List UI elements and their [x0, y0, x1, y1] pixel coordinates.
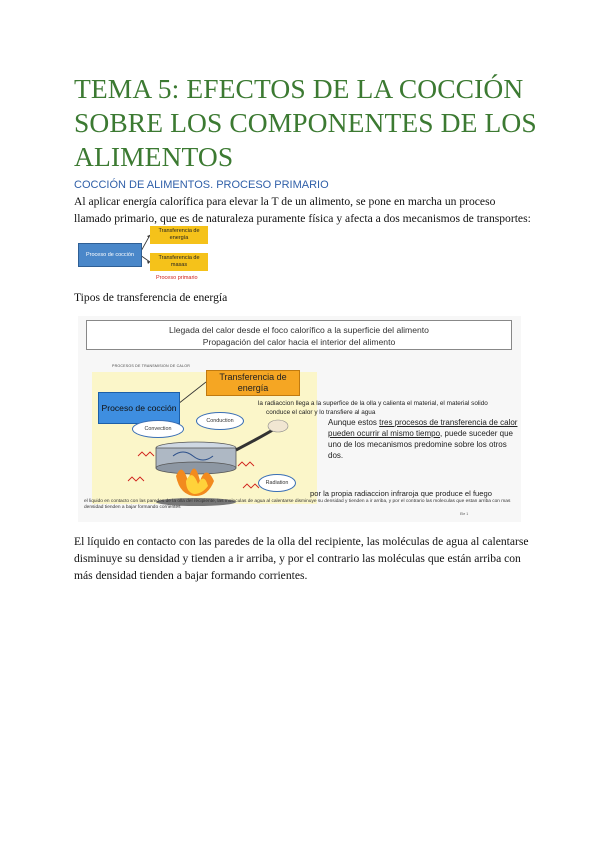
tipos-label: Tipos de transferencia de energía — [74, 291, 228, 304]
figure-top-line-2: Propagación del calor hacia el interior del alimento — [202, 337, 396, 347]
bubble-radiation: Radiation — [258, 474, 296, 492]
figure-number: Ele 1 — [460, 512, 469, 516]
figure-top-line-1: Llegada del calor desde el foco calorífico a la superficie del alimento — [169, 325, 429, 335]
right-text-suffix: , puede suceder que uno de los mecanismos predomine sobre los otros dos. — [328, 429, 513, 460]
figure-bottom-note: el liquido en contacto con las paredes de la olla del recipiente, las moleculas de agua al calentarse disminuye su densidad y tienden a ir arriba, y por el contrario las moleculas que estan arriba con mas densidad tienden a bajar formando corrientes — [84, 499, 511, 510]
page-title: TEMA 5: EFECTOS DE LA COCCIÓN SOBRE LOS COMPONENTES DE LOS ALIMENTOS — [74, 73, 537, 172]
conduction-note-2: conduce el calor y lo transfiere al agua — [266, 409, 376, 416]
mini-box-proceso: Proceso de cocción — [78, 243, 142, 267]
intro-paragraph: Al aplicar energía calorífica para elevar la T de un alimento, se pone en marcha un proceso llamado primario, que es de naturaleza puramente física y afecta a dos mecanismos de transportes: — [74, 195, 531, 225]
mini-diagram — [78, 226, 223, 286]
section-subheading: COCCIÓN DE ALIMENTOS. PROCESO PRIMARIO — [74, 179, 329, 191]
mini-red-label: Proceso primario — [156, 275, 198, 281]
convection-paragraph: El líquido en contacto con las paredes de la olla del recipiente, las moléculas de agua al calentarse disminuye su densidad y tienden a ir arriba, y por el contrario las moléculas que están arriba con más densidad tienden a bajar formando corrientes. — [74, 535, 529, 582]
mini-box-energia: Transferencia de energía — [150, 226, 208, 244]
figure-tiny-caption: PROCESOS DE TRANSMISION DE CALOR — [112, 364, 191, 368]
heat-transfer-figure — [78, 316, 521, 522]
figure-right-text — [328, 417, 518, 461]
bubble-convection: Convection — [132, 420, 184, 438]
right-text-prefix: Aunque estos — [328, 418, 380, 427]
conduction-note-1: la radiaccion llega a la superfice de la olla y calienta el material, el material solido — [258, 400, 488, 407]
mini-box-masas: Transferencia de masas — [150, 253, 208, 271]
radiation-note: por la propia radiaccion infraroja que produce el fuego — [310, 489, 492, 498]
figure-orange-box: Transferencia de energía — [206, 370, 300, 396]
figure-blue-box: Proceso de cocción — [98, 392, 180, 424]
bubble-conduction: Conduction — [196, 412, 244, 430]
right-text-underlined: tres procesos de transferencia de calor pueden ocurrir al mismo tiempo — [328, 418, 518, 438]
